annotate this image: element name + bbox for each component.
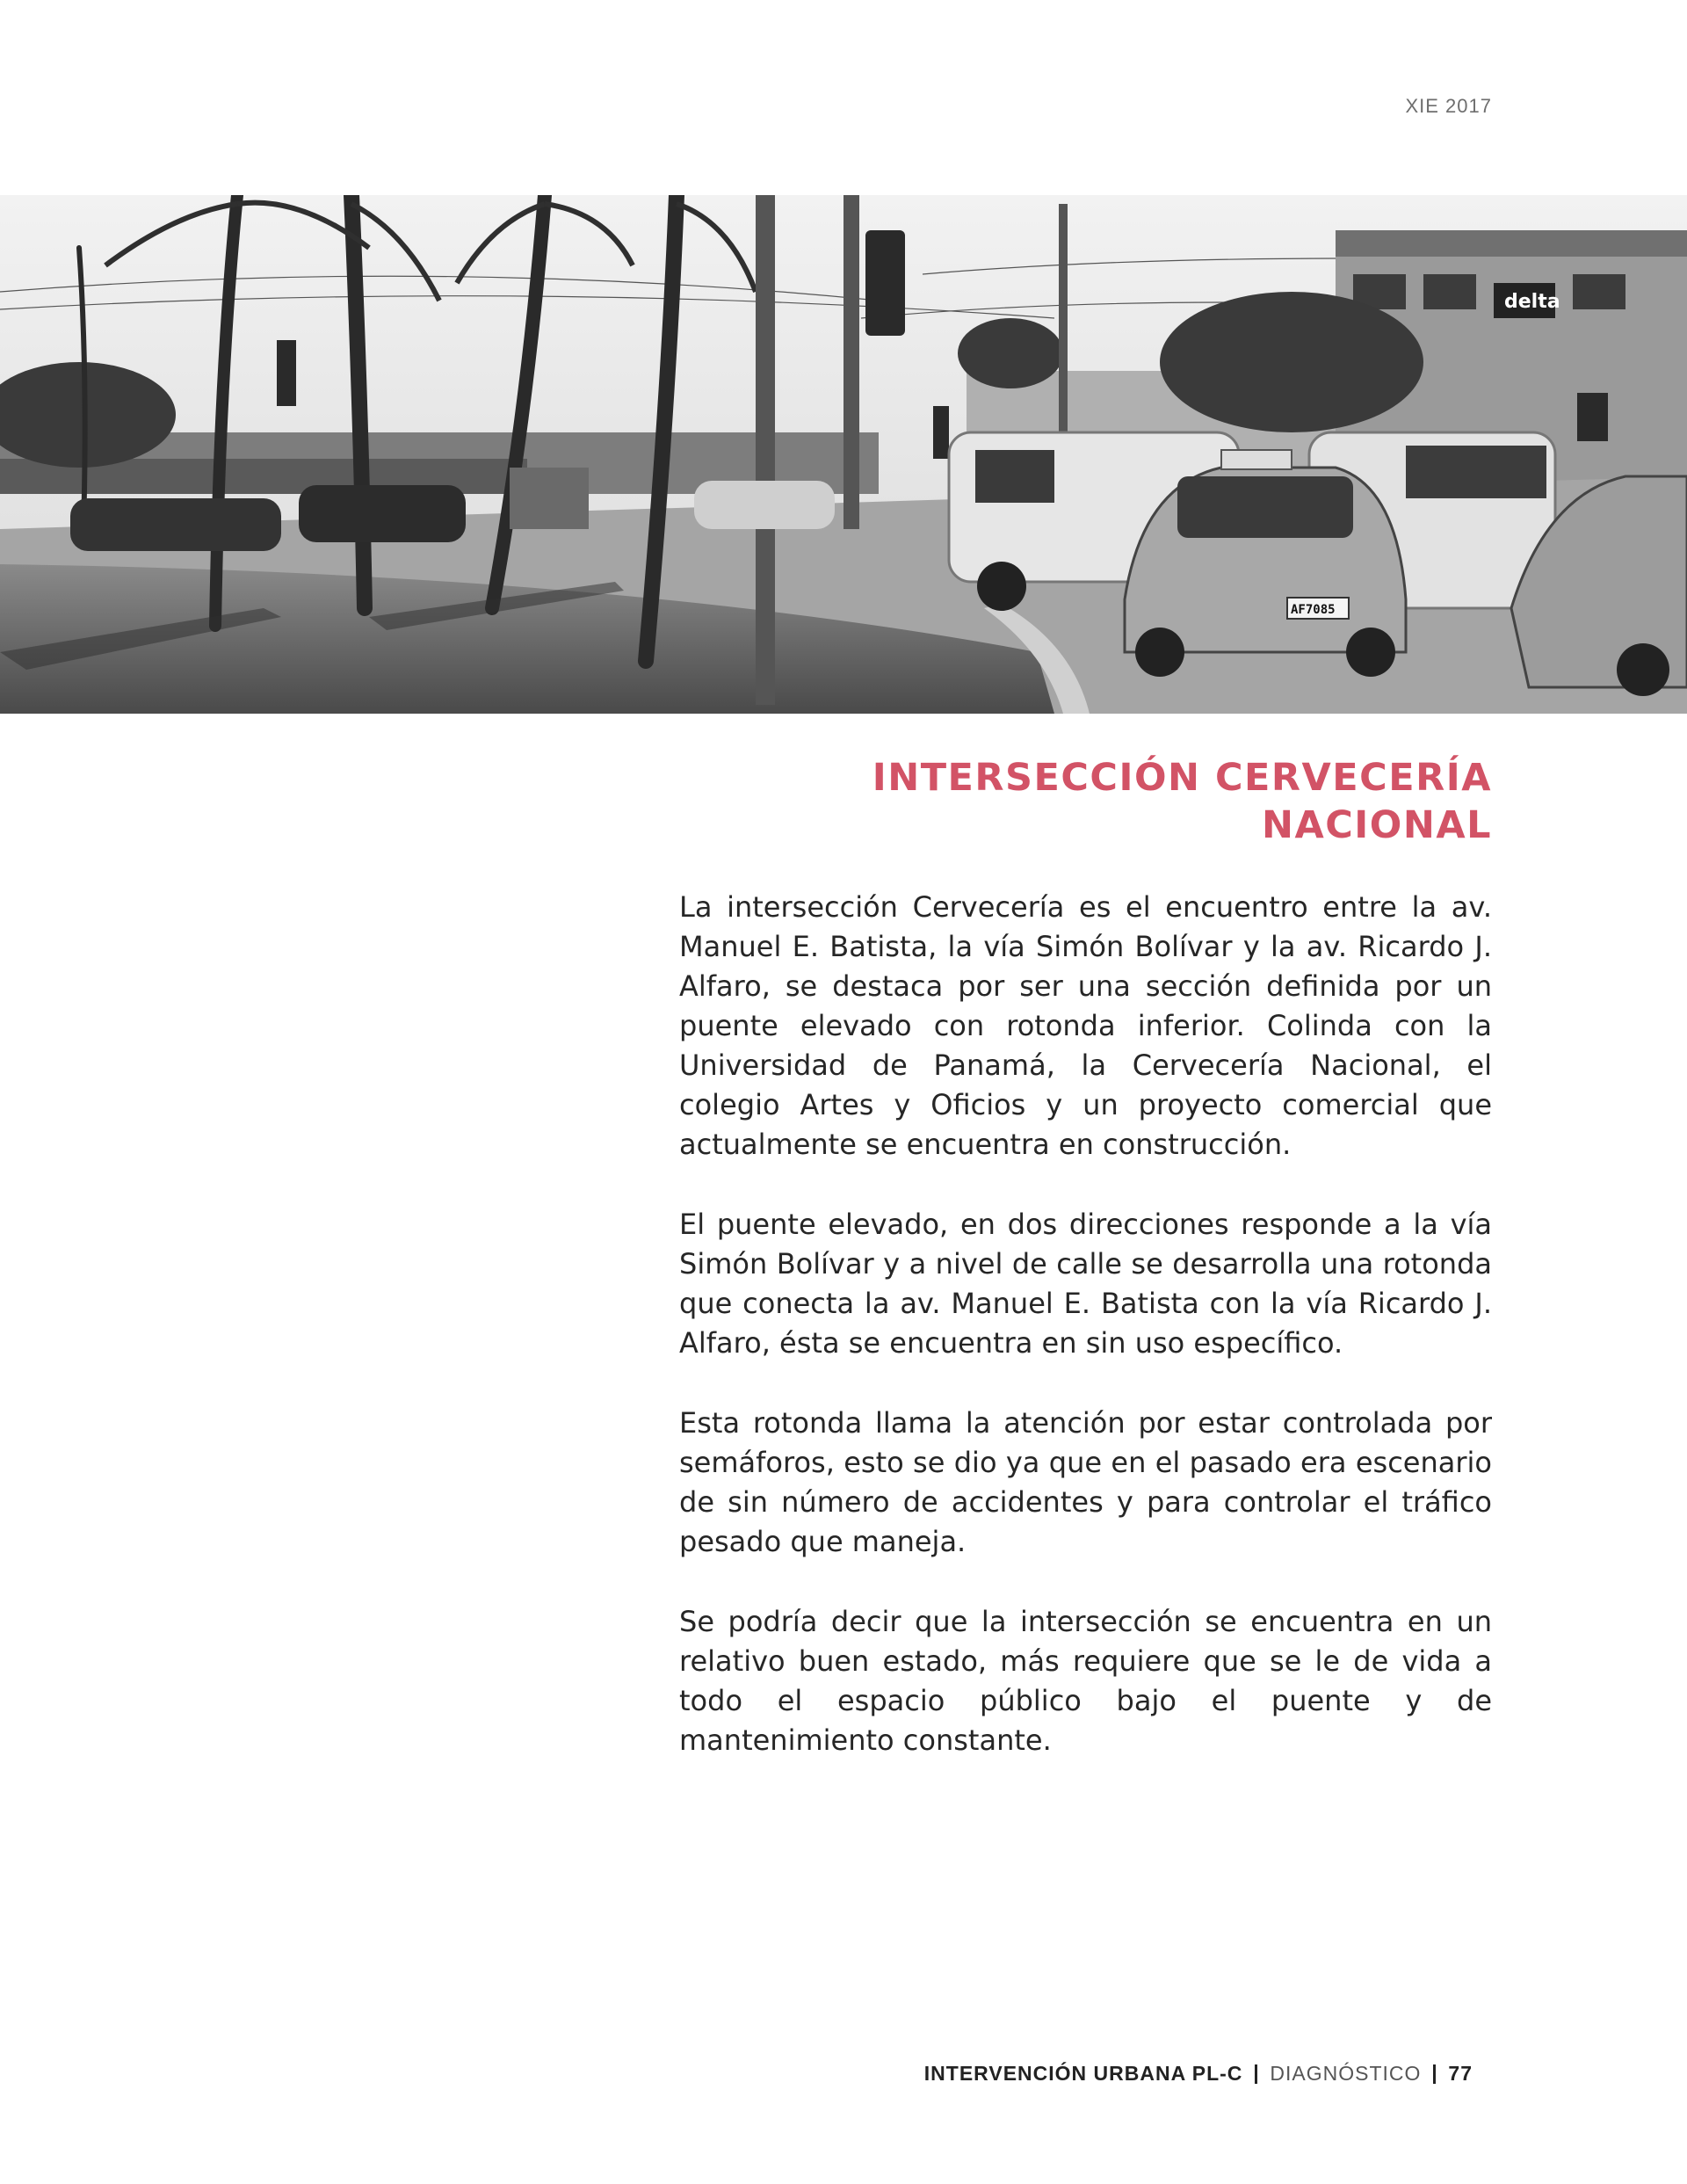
license-plate: AF7085 bbox=[1291, 603, 1336, 617]
street-photo bbox=[0, 195, 1687, 714]
page-footer bbox=[924, 2062, 1473, 2086]
footer-project: INTERVENCIÓN URBANA PL-C bbox=[923, 2062, 1243, 2085]
paragraph-1: La intersección Cervecería es el encuentro entre la av. Manuel E. Batista, la vía Simón Bolívar y la av. Ricardo J. Alfaro, se destaca por ser una sección definida por un puente elevado con rotonda inferior. Colinda con la Universidad de Panamá, la Cervecería Nacional, el colegio Artes y Oficios y un proyecto comercial que actualmente se encuentra en construcción. bbox=[679, 890, 1492, 1161]
title-line-2: NACIONAL bbox=[1261, 803, 1492, 847]
footer-separator bbox=[1255, 2064, 1257, 2084]
footer-separator bbox=[1433, 2064, 1436, 2084]
header-label: XIE 2017 bbox=[1405, 95, 1492, 117]
paragraph-4: Se podría decir que la intersección se encuentra en un relativo buen estado, más requiere que se le de vida a todo el espacio público bajo el puente y de mantenimiento constante. bbox=[679, 1605, 1492, 1757]
body-text bbox=[679, 888, 1492, 1801]
page-number: 77 bbox=[1448, 2062, 1473, 2085]
section-title bbox=[701, 754, 1492, 849]
paragraph-3: Esta rotonda llama la atención por estar controlada por semáforos, esto se dio ya que en el pasado era escenario de sin número de accidentes y para controlar el tráfico pesado que maneja. bbox=[679, 1406, 1492, 1558]
footer-section: DIAGNÓSTICO bbox=[1270, 2062, 1422, 2085]
paragraph-2: El puente elevado, en dos direcciones responde a la vía Simón Bolívar y a nivel de calle se desarrolla una rotonda que conecta la av. Manuel E. Batista con la vía Ricardo J. Alfaro, ésta se encuentra en sin uso específico. bbox=[679, 1208, 1492, 1360]
title-line-1: INTERSECCIÓN CERVECERÍA bbox=[872, 756, 1492, 800]
delta-sign: delta bbox=[1504, 291, 1560, 313]
